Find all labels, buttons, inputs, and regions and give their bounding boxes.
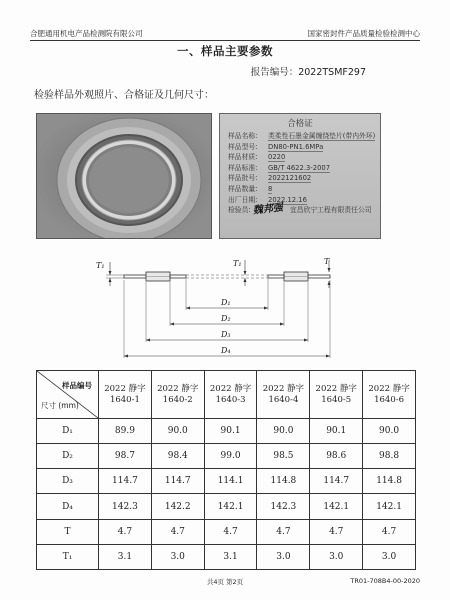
certificate-value: DN80-PN1.6MPa: [268, 142, 324, 151]
certificate-company: 宜昌欣宁工程有限责任公司: [290, 206, 372, 215]
certificate-value: GB/T 4622.3-2007: [268, 163, 331, 172]
table-corner-cell: [37, 371, 99, 419]
value-cell: 114.7: [151, 469, 204, 494]
sample-header-cell: [99, 371, 152, 419]
value-cell: 114.7: [99, 469, 152, 494]
d2-label: D₂: [221, 314, 231, 323]
value-cell: 3.0: [310, 544, 363, 569]
value-cell: 90.0: [363, 419, 416, 444]
d4-label: D₄: [221, 346, 231, 355]
certificate-row: [228, 152, 372, 163]
certificate-row: [228, 195, 372, 206]
sample-year-text: 2022 静字: [209, 383, 252, 394]
d3-label: D₃: [221, 330, 231, 339]
value-cell: 90.0: [151, 419, 204, 444]
value-cell: 4.7: [363, 519, 416, 544]
gasket-dimension-drawing: [96, 254, 356, 364]
t1-label-center: T₁: [233, 259, 242, 268]
certificate-label: 样品批号:: [228, 174, 258, 183]
certificate-row: [228, 163, 372, 174]
form-code: TR01-708B4-00-2020: [350, 577, 420, 585]
certificate-title: 合格证: [287, 119, 313, 129]
value-cell: 99.0: [204, 444, 257, 469]
value-cell: 90.1: [204, 419, 257, 444]
certificate-value: 2022121602: [268, 174, 312, 183]
certificate-label: 样品数量:: [228, 184, 258, 193]
header-rule: [30, 40, 420, 41]
value-cell: 4.7: [310, 519, 363, 544]
value-cell: 4.7: [151, 519, 204, 544]
value-cell: 3.0: [257, 544, 310, 569]
certificate-label: 样品标准:: [228, 163, 258, 172]
dimensions-table: [36, 370, 416, 570]
value-cell: 142.2: [151, 494, 204, 519]
value-cell: 142.1: [363, 494, 416, 519]
sample-year-text: 2022 静字: [104, 383, 146, 394]
value-cell: 98.7: [99, 444, 152, 469]
sample-year-text: 2022 静字: [157, 383, 199, 394]
page-header: [30, 29, 420, 38]
sample-number-text: 1640-5: [321, 394, 352, 405]
sample-number-text: 1640-2: [162, 394, 193, 405]
certificate-label: 样品材质:: [228, 153, 258, 162]
sample-year-text: 2022 静字: [315, 383, 357, 394]
sample-number-text: 1640-1: [109, 394, 140, 405]
dimension-name-cell: T₁: [37, 544, 99, 569]
value-cell: 142.3: [257, 494, 310, 519]
sample-header-cell: [204, 371, 257, 419]
inspector-signature: 魏邦强: [252, 202, 284, 217]
value-cell: 142.3: [99, 494, 152, 519]
certificate-inspector-row: [228, 202, 372, 217]
value-cell: 90.0: [257, 419, 310, 444]
table-row: [37, 494, 416, 519]
value-cell: 4.7: [99, 519, 152, 544]
sample-year-text: 2022 静字: [368, 383, 410, 394]
value-cell: 3.0: [363, 544, 416, 569]
value-cell: 98.5: [257, 444, 310, 469]
value-cell: 114.8: [257, 469, 310, 494]
sample-header-cell: [151, 371, 204, 419]
table-row: [37, 544, 416, 569]
t1-label: T₁: [96, 261, 105, 270]
value-cell: 114.7: [310, 469, 363, 494]
sample-header-cell: [310, 371, 363, 419]
value-cell: 3.1: [204, 544, 257, 569]
certificate-label: 样品名称:: [228, 132, 258, 140]
certificate-value: 类柔性石墨金属缠绕垫片(带内外环): [268, 132, 376, 140]
report-number: 报告编号：2022TSMF297: [250, 67, 366, 78]
corner-dimension-label: 尺寸 (mm): [41, 401, 79, 410]
table-row: [37, 444, 416, 469]
sample-number-text: 1640-4: [268, 394, 299, 405]
sample-year-text: 2022 静字: [262, 383, 305, 394]
table-row: [37, 519, 416, 544]
inspector-label: 检验员:: [228, 206, 251, 215]
certificate-value: 0220: [268, 153, 286, 162]
value-cell: 89.9: [99, 419, 152, 444]
table-header-row: [37, 371, 416, 419]
value-cell: 90.1: [310, 419, 363, 444]
value-cell: 4.7: [257, 519, 310, 544]
certificate-row: [228, 184, 372, 195]
value-cell: 114.8: [363, 469, 416, 494]
d1-label: D₁: [221, 298, 231, 307]
dimension-name-cell: T: [37, 519, 99, 544]
value-cell: 142.1: [204, 494, 257, 519]
dimension-name-cell: D₂: [37, 444, 99, 469]
dimension-name-cell: D₄: [37, 494, 99, 519]
value-cell: 98.6: [310, 444, 363, 469]
certificate-value: 2022.12.16: [268, 195, 307, 204]
value-cell: 114.1: [204, 469, 257, 494]
certificate-value: 8: [268, 184, 273, 193]
t-label: T: [324, 257, 330, 266]
page-number: 共4页 第2页: [206, 578, 244, 586]
table-row: [37, 419, 416, 444]
header-lab-name: 合肥通用机电产品检测院有限公司: [30, 29, 143, 38]
certificate-label: 样品型号:: [228, 142, 258, 151]
value-cell: 98.4: [151, 444, 204, 469]
table-row: [37, 469, 416, 494]
sample-number-text: 1640-3: [215, 394, 246, 405]
certificate-label: 出厂日期:: [228, 195, 258, 204]
value-cell: 3.0: [151, 544, 204, 569]
value-cell: 142.1: [310, 494, 363, 519]
value-cell: 4.7: [204, 519, 257, 544]
dimension-name-cell: D₁: [37, 419, 99, 444]
certificate-row: [228, 131, 376, 142]
dimension-name-cell: D₃: [37, 469, 99, 494]
value-cell: 98.8: [363, 444, 416, 469]
intro-text: 检验样品外观照片、合格证及几何尺寸：: [34, 90, 214, 101]
header-center-name: 国家密封件产品质量检验检测中心: [307, 29, 420, 38]
sample-header-cell: [257, 371, 310, 419]
certificate-row: [228, 173, 372, 184]
certificate-photo: [219, 113, 381, 239]
gasket-photo: [36, 113, 212, 239]
value-cell: 3.1: [99, 544, 152, 569]
sample-header-cell: [363, 371, 416, 419]
certificate-row: [228, 142, 372, 153]
section-title: 一、样品主要参数: [177, 44, 273, 58]
corner-sample-label: 样品编号: [62, 381, 92, 390]
sample-number-text: 1640-6: [374, 394, 405, 405]
